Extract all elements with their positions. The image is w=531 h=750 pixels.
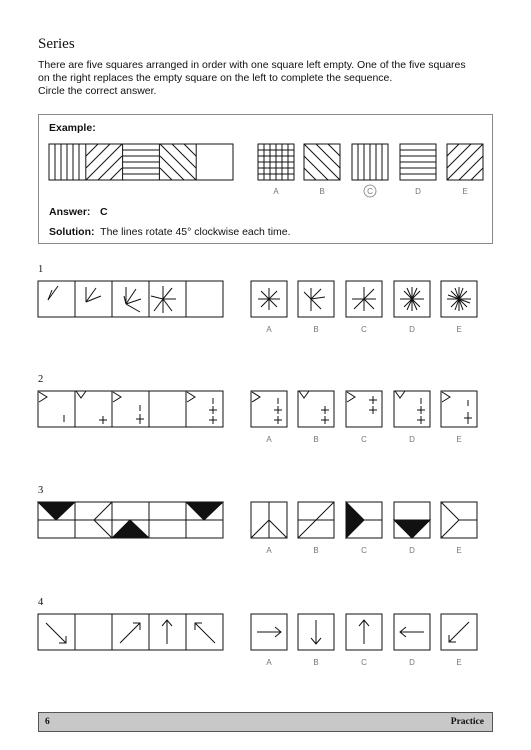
q3-option-d bbox=[394, 502, 430, 538]
option-c-button[interactable]: C bbox=[361, 325, 367, 334]
example-cell-1 bbox=[55, 144, 79, 180]
option-c-button[interactable]: C bbox=[361, 658, 367, 667]
q4-option-a bbox=[251, 614, 287, 650]
question-number: 1 bbox=[38, 264, 44, 275]
q2-option-d bbox=[394, 391, 430, 427]
option-e-button[interactable]: E bbox=[456, 658, 462, 667]
q2-sequence-strip bbox=[38, 391, 223, 427]
page-title: Series bbox=[38, 36, 75, 52]
option-d-button[interactable]: D bbox=[409, 325, 415, 334]
instruction-line: There are five squares arranged in order with one square left empty. One of the five squares bbox=[38, 59, 466, 71]
q1-sequence-strip bbox=[38, 281, 223, 317]
q4-figures bbox=[38, 614, 223, 650]
q2-cell-5 bbox=[187, 392, 217, 424]
example-cell-4 bbox=[160, 144, 196, 180]
page-number: 6 bbox=[45, 717, 50, 727]
example-sequence bbox=[49, 144, 233, 180]
option-c-button[interactable]: C bbox=[361, 546, 367, 555]
question-number: 3 bbox=[38, 485, 44, 496]
page-footer bbox=[38, 712, 493, 732]
q2-options bbox=[251, 391, 477, 427]
q4-options bbox=[251, 614, 477, 650]
q1-cell-3 bbox=[124, 287, 141, 312]
q2-cell-3 bbox=[113, 392, 144, 424]
q4-option-d bbox=[394, 614, 430, 650]
section-name: Practice bbox=[450, 717, 484, 727]
q4-option-c bbox=[346, 614, 382, 650]
option-e-button[interactable]: E bbox=[456, 435, 462, 444]
q3-figures bbox=[38, 502, 223, 538]
example-option-d bbox=[400, 144, 436, 180]
q1-cell-4 bbox=[151, 286, 176, 313]
option-label: B bbox=[319, 187, 325, 196]
q4-cell-5-arrow bbox=[195, 623, 215, 643]
example-heading: Example: bbox=[49, 122, 96, 134]
q4-cell-3-arrow bbox=[120, 623, 140, 643]
q4-cell-4-arrow bbox=[162, 620, 172, 644]
option-d-button[interactable]: D bbox=[409, 546, 415, 555]
solution-text: The lines rotate 45° clockwise each time. bbox=[100, 226, 291, 238]
question-number: 2 bbox=[38, 374, 44, 385]
instruction-line: on the right replaces the empty square on the left to complete the sequence. bbox=[38, 72, 393, 84]
option-label: E bbox=[462, 187, 468, 196]
option-e-button[interactable]: E bbox=[456, 325, 462, 334]
q2-cell-2 bbox=[76, 391, 107, 424]
q4-option-e bbox=[441, 614, 477, 650]
option-a-button[interactable]: A bbox=[266, 325, 272, 334]
q3-option-e bbox=[441, 502, 477, 538]
option-label: D bbox=[415, 187, 421, 196]
q3-option-c bbox=[346, 502, 382, 538]
q3-option-b bbox=[298, 502, 334, 538]
q1-option-e bbox=[441, 281, 477, 317]
q2-option-b bbox=[298, 391, 334, 427]
q3-cell-5-triangle bbox=[186, 502, 223, 520]
q2-option-c bbox=[346, 391, 382, 427]
q3-cell-1-triangle bbox=[38, 502, 75, 520]
example-option-a bbox=[258, 144, 294, 180]
option-a-button[interactable]: A bbox=[266, 546, 272, 555]
example-option-b bbox=[304, 144, 340, 180]
option-b-button[interactable]: B bbox=[313, 546, 319, 555]
q2-option-a bbox=[251, 391, 287, 427]
option-c-button[interactable]: C bbox=[361, 435, 367, 444]
q1-cell-1 bbox=[48, 286, 58, 300]
q4-option-b bbox=[298, 614, 334, 650]
q3-cell-3-triangle bbox=[112, 520, 149, 538]
q1-option-b bbox=[298, 281, 334, 317]
q4-cell-1-arrow bbox=[46, 623, 66, 643]
question-number: 4 bbox=[38, 597, 44, 608]
example-option-e bbox=[447, 144, 483, 180]
option-b-button[interactable]: B bbox=[313, 658, 319, 667]
q2-option-e bbox=[441, 391, 477, 427]
q1-figures bbox=[38, 281, 223, 317]
q2-figures bbox=[38, 391, 223, 427]
q1-option-c bbox=[346, 281, 382, 317]
example-option-c bbox=[352, 144, 388, 180]
solution bbox=[49, 226, 291, 238]
option-b-button[interactable]: B bbox=[313, 325, 319, 334]
option-b-button[interactable]: B bbox=[313, 435, 319, 444]
example-cell-3 bbox=[123, 150, 159, 174]
q2-cell-1 bbox=[39, 392, 64, 422]
q1-option-d bbox=[394, 281, 430, 317]
answer-value: C bbox=[100, 206, 108, 218]
solution-label: Solution: bbox=[49, 226, 95, 238]
option-e-button[interactable]: E bbox=[456, 546, 462, 555]
instruction-line: Circle the correct answer. bbox=[38, 85, 157, 97]
q1-options bbox=[251, 281, 477, 317]
q1-option-a bbox=[251, 281, 287, 317]
answer-label: Answer: bbox=[49, 206, 91, 218]
example-cell-2 bbox=[86, 144, 122, 180]
q1-cell-2 bbox=[86, 287, 101, 302]
option-a-button[interactable]: A bbox=[266, 435, 272, 444]
option-label: C bbox=[367, 187, 373, 196]
q3-option-a bbox=[251, 502, 287, 538]
q3-options bbox=[251, 502, 477, 538]
option-label: A bbox=[273, 187, 279, 196]
option-d-button[interactable]: D bbox=[409, 435, 415, 444]
option-d-button[interactable]: D bbox=[409, 658, 415, 667]
option-a-button[interactable]: A bbox=[266, 658, 272, 667]
